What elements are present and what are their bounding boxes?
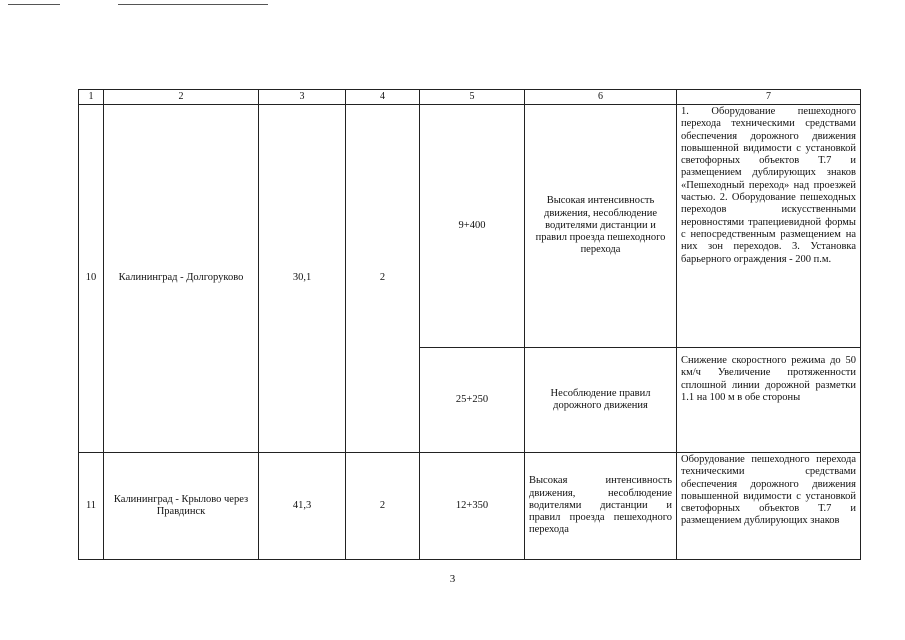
header-cell: 7 [677, 90, 861, 105]
header-cell: 1 [79, 90, 104, 105]
header-cell: 3 [259, 90, 346, 105]
road-length: 30,1 [259, 105, 346, 453]
accident-cause: Несоблюдение правил дорожного движения [525, 348, 677, 453]
header-cell: 4 [346, 90, 420, 105]
row-number: 11 [79, 453, 104, 560]
accident-cause: Высокая интенсивность движения, несоблюдение водителями дистанции и правил проезда пешеходного перехода [525, 105, 677, 348]
road-name: Калининград - Долгоруково [104, 105, 259, 453]
road-length: 41,3 [259, 453, 346, 560]
road-category: 2 [346, 453, 420, 560]
km-position: 12+350 [420, 453, 525, 560]
table-header-row [79, 90, 861, 105]
measures-table [78, 89, 861, 560]
measures: 1. Оборудование пешеходного перехода техническими средствами обеспечения дорожного движения повышенной видимости с установкой светофорных объектов Т.7 и размещением дублирующих знаков «Пешеходный переход» над проезжей частью. 2. Оборудование пешеходных переходов искусственными неровностями трапециевидной формы с непосредственным размещением на них зон переходов. 3. Установка барьерного ограждения - 200 п.м. [677, 105, 861, 348]
road-category: 2 [346, 105, 420, 453]
header-cell: 6 [525, 90, 677, 105]
measures: Снижение скоростного режима до 50 км/ч Увеличение протяженности сплошной линии дорожной разметки 1.1 на 100 м в обе стороны [677, 348, 861, 453]
header-cell: 2 [104, 90, 259, 105]
scan-artifact-line [8, 4, 60, 5]
accident-cause: Высокая интенсивность движения, несоблюдение водителями дистанции и правил проезда пешеходного перехода [525, 453, 677, 560]
table-row [79, 453, 861, 560]
table-row [79, 105, 861, 348]
row-number: 10 [79, 105, 104, 453]
road-name: Калининград - Крылово через Правдинск [104, 453, 259, 560]
page-number: 3 [449, 573, 456, 585]
scan-artifact-line [118, 4, 268, 5]
header-cell: 5 [420, 90, 525, 105]
measures: Оборудование пешеходного перехода техническими средствами обеспечения дорожного движения повышенной видимости с установкой светофорных объектов Т.7 и размещением дублирующих знаков [677, 453, 861, 560]
km-position: 25+250 [420, 348, 525, 453]
km-position: 9+400 [420, 105, 525, 348]
